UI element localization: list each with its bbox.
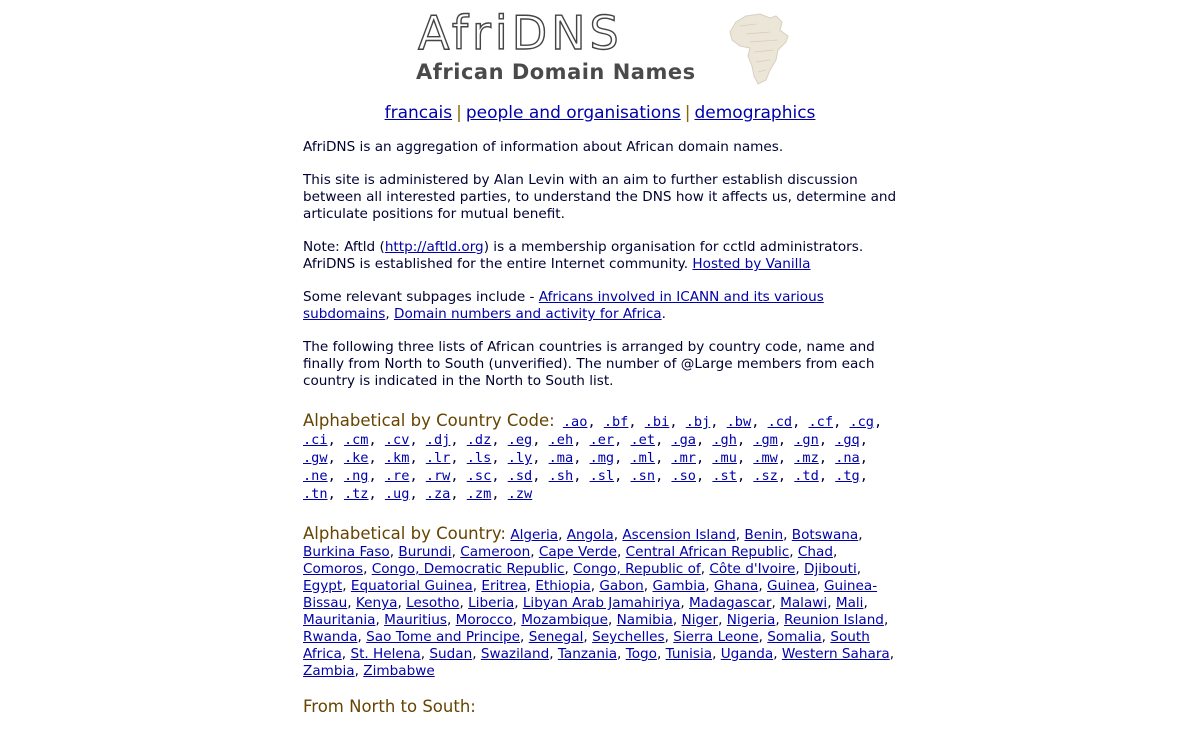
cc-link-bf[interactable]: .bf (603, 414, 629, 430)
country-link-burundi[interactable]: Burundi (398, 544, 452, 560)
country-link-kenya[interactable]: Kenya (355, 595, 398, 611)
cc-link-er[interactable]: .er (589, 432, 615, 448)
cc-link-dz[interactable]: .dz (466, 432, 492, 448)
cc-link-na[interactable]: .na (835, 450, 860, 466)
cc-link-bi[interactable]: .bi (644, 414, 670, 430)
country-name-links: Algeria, Angola, Ascension Island, Benin, Botswana, Burkina Faso, Burundi, Cameroon, Cape Verde, Central African Republic, Chad, Comoros, Congo, Democratic Republic, Congo, Republic of, Côte d'Ivoire, Djibouti, Egypt, Equatorial Guinea, Eritrea, Ethiopia, Gabon, Gambia, Ghana, Guinea, Guinea-Bissau, Kenya, Lesotho, Liberia, Libyan Arab Jamahiriya, Madagascar, Malawi, Mali, Mauritania, Mauritius, Morocco, Mozambique, Namibia, Niger, Nigeria, Reunion Island, Rwanda, Sao Tome and Principe, Senegal, Seychelles, Sierra Leone, Somalia, South Africa, St. Helena, Sudan, Swaziland, Tanzania, Togo, Tunisia, Uganda, Western Sahara, Zambia, Zimbabwe (303, 527, 895, 679)
cc-link-za[interactable]: .za (425, 486, 451, 502)
cc-link-km[interactable]: .km (384, 450, 410, 466)
nav-link-demographics[interactable]: demographics (694, 103, 816, 123)
top-nav (0, 103, 1200, 123)
cc-link-ke[interactable]: .ke (343, 450, 369, 466)
cc-link-tz[interactable]: .tz (343, 486, 369, 502)
cc-link-sd[interactable]: .sd (507, 468, 533, 484)
country-link-togo[interactable]: Togo (625, 646, 657, 662)
country-link-tunisia[interactable]: Tunisia (665, 646, 713, 662)
logo-subtitle: African Domain Names (416, 60, 696, 84)
domain-numbers-link[interactable]: Domain numbers and activity for Africa (393, 306, 662, 322)
cc-link-ma[interactable]: .ma (548, 450, 574, 466)
intro-paragraph-5: The following three lists of African countries is arranged by country code, name and finally from North to South (unverified). The number of @Large members from each country is indicated in the North to South list. (303, 339, 875, 389)
country-link-congo-democratic-republic[interactable]: Congo, Democratic Republic (371, 561, 565, 577)
country-name-list (303, 525, 903, 680)
country-link-reunion-island[interactable]: Reunion Island (784, 612, 884, 628)
country-link-nigeria[interactable]: Nigeria (726, 612, 776, 628)
cc-link-gm[interactable]: .gm (753, 432, 778, 448)
country-link-lesotho[interactable]: Lesotho (406, 595, 460, 611)
country-link-uganda[interactable]: Uganda (720, 646, 774, 662)
country-link-western-sahara[interactable]: Western Sahara (781, 646, 890, 662)
country-link-rwanda[interactable]: Rwanda (303, 629, 358, 645)
cc-link-ug[interactable]: .ug (384, 486, 410, 502)
cc-link-bj[interactable]: .bj (685, 414, 711, 430)
country-link-sudan[interactable]: Sudan (429, 646, 473, 662)
note-prefix: Note: Aftld ( (303, 239, 385, 255)
country-link-eritrea[interactable]: Eritrea (481, 578, 527, 594)
country-link-mali[interactable]: Mali (835, 595, 864, 611)
cc-link-mz[interactable]: .mz (794, 450, 819, 466)
country-link-madagascar[interactable]: Madagascar (689, 595, 772, 611)
country-link-djibouti[interactable]: Djibouti (804, 561, 857, 577)
country-link-mauritania[interactable]: Mauritania (303, 612, 376, 628)
intro-paragraph-1: AfriDNS is an aggregation of information about African domain names. (303, 139, 784, 155)
cc-link-ls[interactable]: .ls (466, 450, 492, 466)
country-link-egypt[interactable]: Egypt (303, 578, 343, 594)
country-name-title: Alphabetical by Country: (303, 524, 506, 543)
site-logo (414, 6, 790, 90)
cc-link-zw[interactable]: .zw (507, 486, 533, 502)
country-link-equatorial-guinea[interactable]: Equatorial Guinea (350, 578, 473, 594)
intro-paragraph-3 (303, 239, 903, 273)
country-link-zambia[interactable]: Zambia (303, 663, 355, 679)
country-link-cape-verde[interactable]: Cape Verde (538, 544, 617, 560)
country-link-congo-republic-of[interactable]: Congo, Republic of (573, 561, 701, 577)
country-link-liberia[interactable]: Liberia (468, 595, 515, 611)
country-link-mozambique[interactable]: Mozambique (521, 612, 608, 628)
country-link-benin[interactable]: Benin (744, 527, 784, 543)
cc-link-re[interactable]: .re (384, 468, 410, 484)
cc-link-et[interactable]: .et (630, 432, 656, 448)
country-link-somalia[interactable]: Somalia (767, 629, 822, 645)
cc-link-gn[interactable]: .gn (794, 432, 819, 448)
cc-link-ng[interactable]: .ng (343, 468, 369, 484)
cc-link-ci[interactable]: .ci (303, 432, 328, 448)
country-link-guinea[interactable]: Guinea (767, 578, 816, 594)
country-link-senegal[interactable]: Senegal (528, 629, 584, 645)
nav-separator: | (456, 103, 462, 123)
country-link-chad[interactable]: Chad (797, 544, 833, 560)
country-link-south-africa[interactable]: South Africa (303, 629, 870, 662)
country-code-list (303, 412, 903, 503)
country-link-central-african-republic[interactable]: Central African Republic (625, 544, 790, 560)
country-code-links: .ao, .bf, .bi, .bj, .bw, .cd, .cf, .cg, .ci, .cm, .cv, .dj, .dz, .eg, .eh, .er, .et, .ga, .gh, .gm, .gn, .gq, .gw, .ke, .km, .lr, .ls, .ly, .ma, .mg, .ml, .mr, .mu, .mw, .mz, .na, .ne, .ng, .re, .rw, .sc, .sd, .sh, .sl, .sn, .so, .st, .sz, .td, .tg, .tn, .tz, .ug, .za, .zm, .zw (303, 414, 883, 502)
cc-link-ne[interactable]: .ne (303, 468, 328, 484)
country-link-botswana[interactable]: Botswana (791, 527, 859, 543)
cc-link-sz[interactable]: .sz (753, 468, 778, 484)
cc-link-gq[interactable]: .gq (835, 432, 860, 448)
cc-link-ml[interactable]: .ml (630, 450, 656, 466)
cc-link-bw[interactable]: .bw (726, 414, 752, 430)
cc-link-gh[interactable]: .gh (712, 432, 737, 448)
cc-link-sh[interactable]: .sh (548, 468, 574, 484)
country-link-angola[interactable]: Angola (566, 527, 614, 543)
note-middle: ) is a membership organisation for cctld administrators. AfriDNS is established for the entire Internet community. (303, 239, 864, 272)
country-link-ghana[interactable]: Ghana (713, 578, 759, 594)
cc-link-ly[interactable]: .ly (507, 450, 533, 466)
subpages-prefix: Some relevant subpages include - (303, 289, 539, 305)
country-link-gabon[interactable]: Gabon (599, 578, 644, 594)
cc-link-mg[interactable]: .mg (589, 450, 615, 466)
cc-link-cv[interactable]: .cv (384, 432, 410, 448)
logo-title: AfriDNS (418, 6, 623, 60)
country-link-morocco[interactable]: Morocco (455, 612, 513, 628)
cc-link-rw[interactable]: .rw (425, 468, 451, 484)
cc-link-sn[interactable]: .sn (630, 468, 656, 484)
country-link-namibia[interactable]: Namibia (616, 612, 673, 628)
cc-link-mr[interactable]: .mr (671, 450, 696, 466)
cc-link-mw[interactable]: .mw (753, 450, 778, 466)
cc-link-st[interactable]: .st (712, 468, 737, 484)
country-link-niger[interactable]: Niger (681, 612, 719, 628)
cc-link-eg[interactable]: .eg (507, 432, 533, 448)
cc-link-td[interactable]: .td (794, 468, 819, 484)
cc-link-tn[interactable]: .tn (303, 486, 328, 502)
aftld-link[interactable]: http://aftld.org (384, 239, 484, 255)
country-link-sierra-leone[interactable]: Sierra Leone (673, 629, 759, 645)
nav-link-francais[interactable]: francais (384, 103, 453, 123)
subpages-separator: , (385, 306, 394, 322)
country-link-tanzania[interactable]: Tanzania (557, 646, 618, 662)
country-link-sao-tome-and-principe[interactable]: Sao Tome and Principe (366, 629, 521, 645)
cc-link-so[interactable]: .so (671, 468, 696, 484)
subpages-suffix: . (661, 306, 666, 322)
intro-paragraph-2: This site is administered by Alan Levin with an aim to further establish discussion between all interested parties, to understand the DNS how it affects us, determine and articulate positions for mutual benefit. (303, 172, 897, 222)
cc-link-zm[interactable]: .zm (466, 486, 492, 502)
intro-paragraph-4 (303, 289, 903, 323)
cc-link-cm[interactable]: .cm (343, 432, 369, 448)
cc-link-ao[interactable]: .ao (562, 414, 588, 430)
country-link-burkina-faso[interactable]: Burkina Faso (303, 544, 390, 560)
country-link-st-helena[interactable]: St. Helena (350, 646, 421, 662)
country-link-c-te-d-ivoire[interactable]: Côte d'Ivoire (709, 561, 796, 577)
cc-link-eh[interactable]: .eh (548, 432, 574, 448)
cc-link-dj[interactable]: .dj (425, 432, 451, 448)
country-link-malawi[interactable]: Malawi (780, 595, 828, 611)
cc-link-cd[interactable]: .cd (767, 414, 793, 430)
country-code-title: Alphabetical by Country Code: (303, 411, 555, 430)
cc-link-sl[interactable]: .sl (589, 468, 615, 484)
cc-link-sc[interactable]: .sc (466, 468, 492, 484)
hosted-by-vanilla-link[interactable]: Hosted by Vanilla (692, 256, 811, 272)
nav-separator: | (684, 103, 691, 123)
main-content (303, 139, 903, 715)
country-link-algeria[interactable]: Algeria (510, 527, 559, 543)
africa-map-icon (726, 12, 790, 86)
cc-link-lr[interactable]: .lr (425, 450, 451, 466)
country-link-zimbabwe[interactable]: Zimbabwe (363, 663, 435, 679)
country-link-ascension-island[interactable]: Ascension Island (622, 527, 736, 543)
country-link-libyan-arab-jamahiriya[interactable]: Libyan Arab Jamahiriya (522, 595, 681, 611)
cc-link-cg[interactable]: .cg (849, 414, 874, 430)
country-link-mauritius[interactable]: Mauritius (384, 612, 447, 628)
cc-link-mu[interactable]: .mu (712, 450, 737, 466)
cc-link-cf[interactable]: .cf (808, 414, 834, 430)
country-link-guinea-bissau[interactable]: Guinea-Bissau (303, 578, 878, 611)
icann-africans-link[interactable]: Africans involved in ICANN and its various subdomains (303, 289, 824, 322)
country-link-cameroon[interactable]: Cameroon (460, 544, 531, 560)
country-link-gambia[interactable]: Gambia (652, 578, 706, 594)
north-south-title: From North to South: (303, 697, 476, 716)
country-link-comoros[interactable]: Comoros (303, 561, 364, 577)
cc-link-ga[interactable]: .ga (671, 432, 696, 448)
cc-link-tg[interactable]: .tg (835, 468, 860, 484)
cc-link-gw[interactable]: .gw (303, 450, 328, 466)
country-link-ethiopia[interactable]: Ethiopia (535, 578, 591, 594)
country-link-swaziland[interactable]: Swaziland (480, 646, 550, 662)
country-link-seychelles[interactable]: Seychelles (592, 629, 665, 645)
nav-link-people-and-organisations[interactable]: people and organisations (465, 103, 681, 123)
